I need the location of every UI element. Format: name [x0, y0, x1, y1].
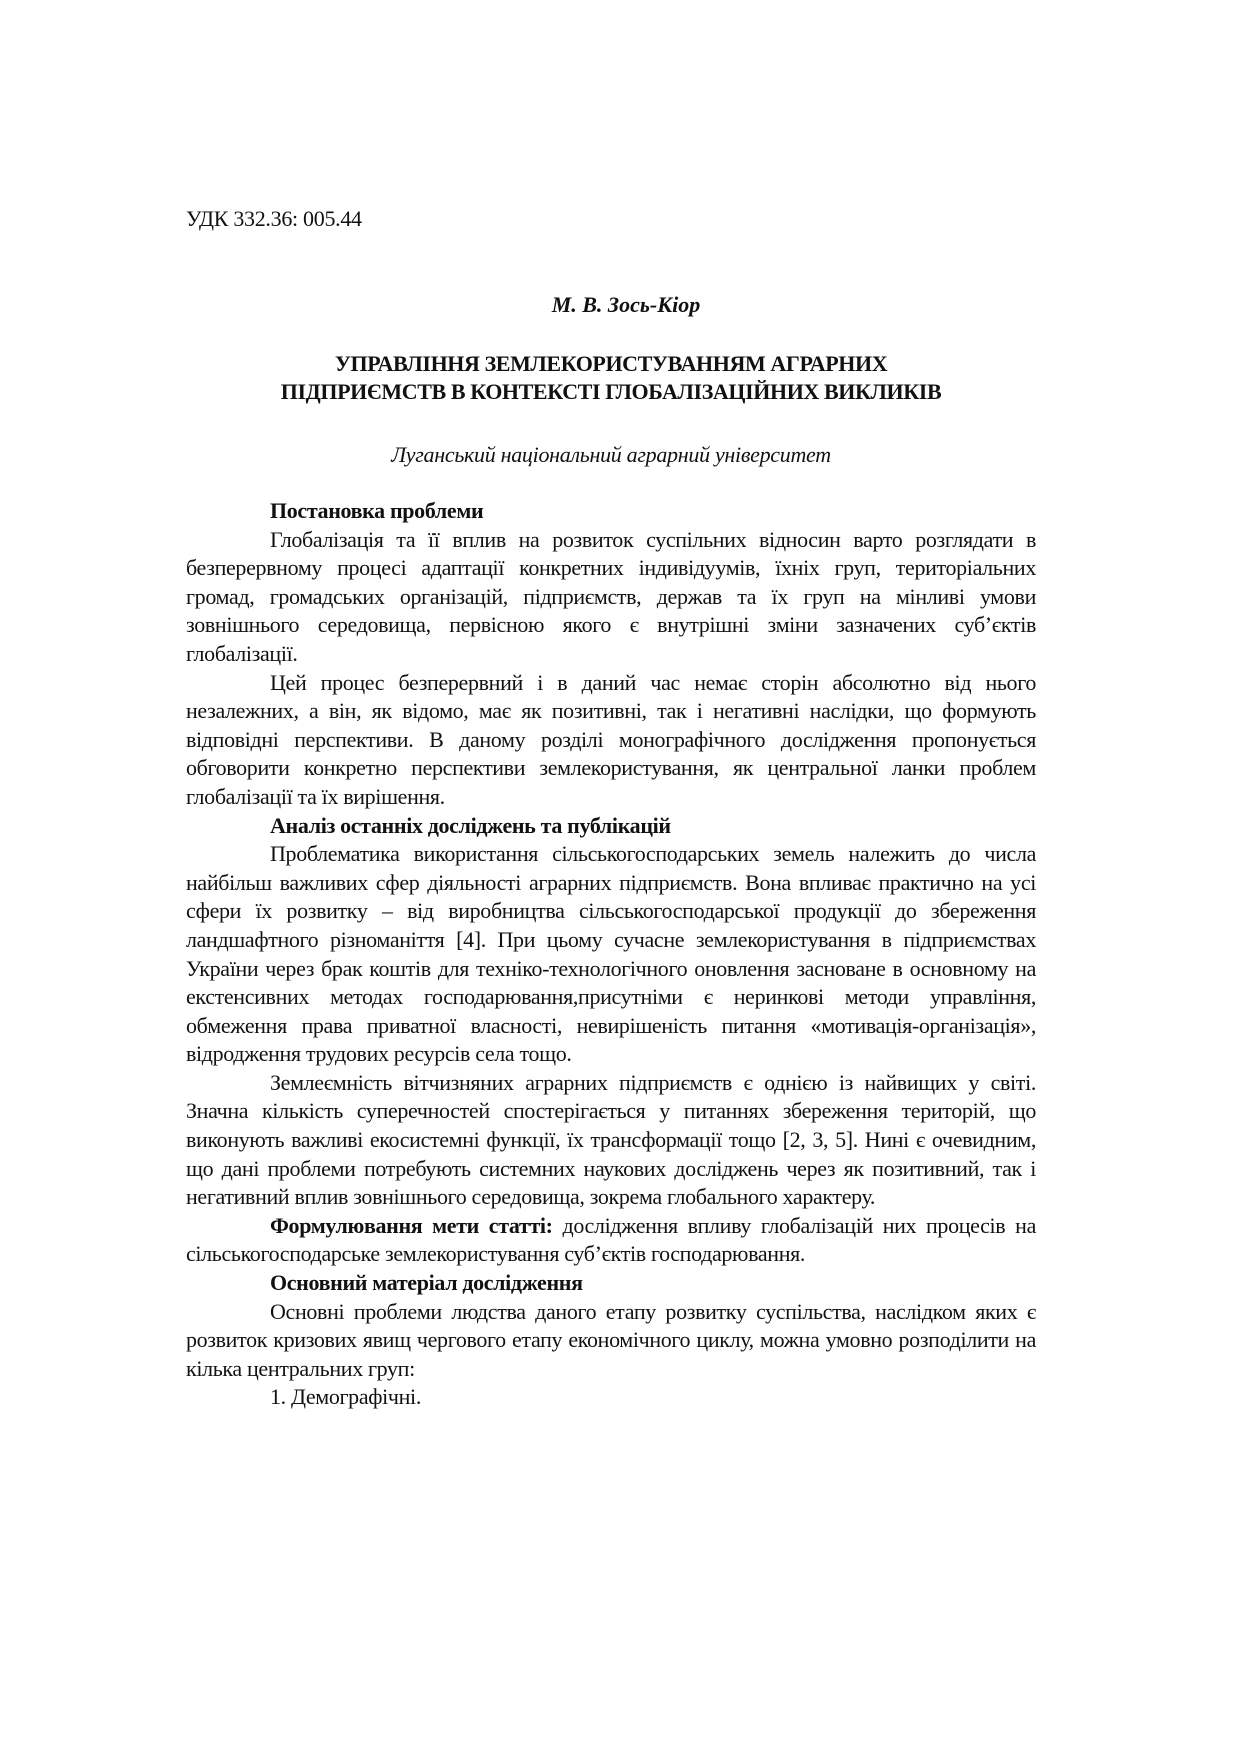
paragraph: Землеємність вітчизняних аграрних підприємств є однією із найвищих у світі. Значна кількість суперечностей спостерігається у питаннях збереження територій, що виконують важливі екосистемні функції, їх трансформації тощо [2, 3, 5]. Нині є очевидним, що дані проблеми потребують системних наукових досліджень через як позитивний, так і негативний вплив зовнішнього середовища, зокрема глобального характеру. — [186, 1069, 1036, 1210]
title-line-2: ПІДПРИЄМСТВ В КОНТЕКСТІ ГЛОБАЛІЗАЦІЙНИХ ВИКЛИКІВ — [280, 379, 942, 404]
paragraph: Глобалізація та її вплив на розвиток суспільних відносин варто розглядати в безперервному процесі адаптації конкретних індивідуумів, їхніх груп, територіальних громад, громадських організацій, підприємств, держав та їх груп на мінливі умови зовнішнього середовища, первісною якого є внутрішні зміни зазначених суб’єктів глобалізації. — [186, 526, 1036, 666]
section-heading: Аналіз останніх досліджень та публікацій — [270, 812, 671, 838]
list-item: 1. Демографічні. — [270, 1384, 421, 1410]
affiliation: Луганський національний аграрний університет — [391, 442, 831, 467]
paper-title — [186, 350, 1036, 406]
title-line-1: УПРАВЛІННЯ ЗЕМЛЕКОРИСТУВАННЯМ АГРАРНИХ — [334, 351, 888, 376]
aim-label: Формулювання мети статті: — [270, 1212, 553, 1238]
paper-body — [186, 497, 1036, 1412]
udk-code: УДК 332.36: 005.44 — [186, 206, 362, 231]
aim-text: дослідження впливу глобалізацій них процесів на сільськогосподарське землекористування суб’єктів господарювання. — [186, 1212, 1036, 1267]
section-heading: Постановка проблеми — [270, 498, 484, 523]
section-heading: Основний матеріал дослідження — [270, 1270, 583, 1296]
paragraph: Проблематика використання сільськогосподарських земель належить до числа найбільш важливих сфер діяльності аграрних підприємств. Вона впливає практично на усі сфери їх розвитку – від виробництва сільськогосподарської продукції до збереження ландшафтного різноманіття [4]. При цьому сучасне землекористування в підприємствах України через брак коштів для техніко-технологічного оновлення засноване в основному на екстенсивних методах господарювання,присутніми є неринкові методи управління, обмеження права приватної власності, невирішеність питання «мотивація-організація», відродження трудових ресурсів села тощо. — [186, 841, 1036, 1067]
paragraph: Цей процес безперервний і в даний час немає сторін абсолютно від нього незалежних, а він, як відомо, має як позитивні, так і негативні наслідки, що формують відповідні перспективи. В даному розділі монографічного дослідження пропонується обговорити конкретно перспективи землекористування, як центральної ланки проблем глобалізації та їх вирішення. — [186, 669, 1036, 809]
paragraph: Основні проблеми людства даного етапу розвитку суспільства, наслідком яких є розвиток кризових явищ чергового етапу економічного циклу, можна умовно розподілити на кілька центральних груп: — [186, 1298, 1036, 1381]
author-name: М. В. Зось-Кіор — [551, 292, 701, 317]
paper-aim-paragraph — [186, 1212, 1036, 1269]
